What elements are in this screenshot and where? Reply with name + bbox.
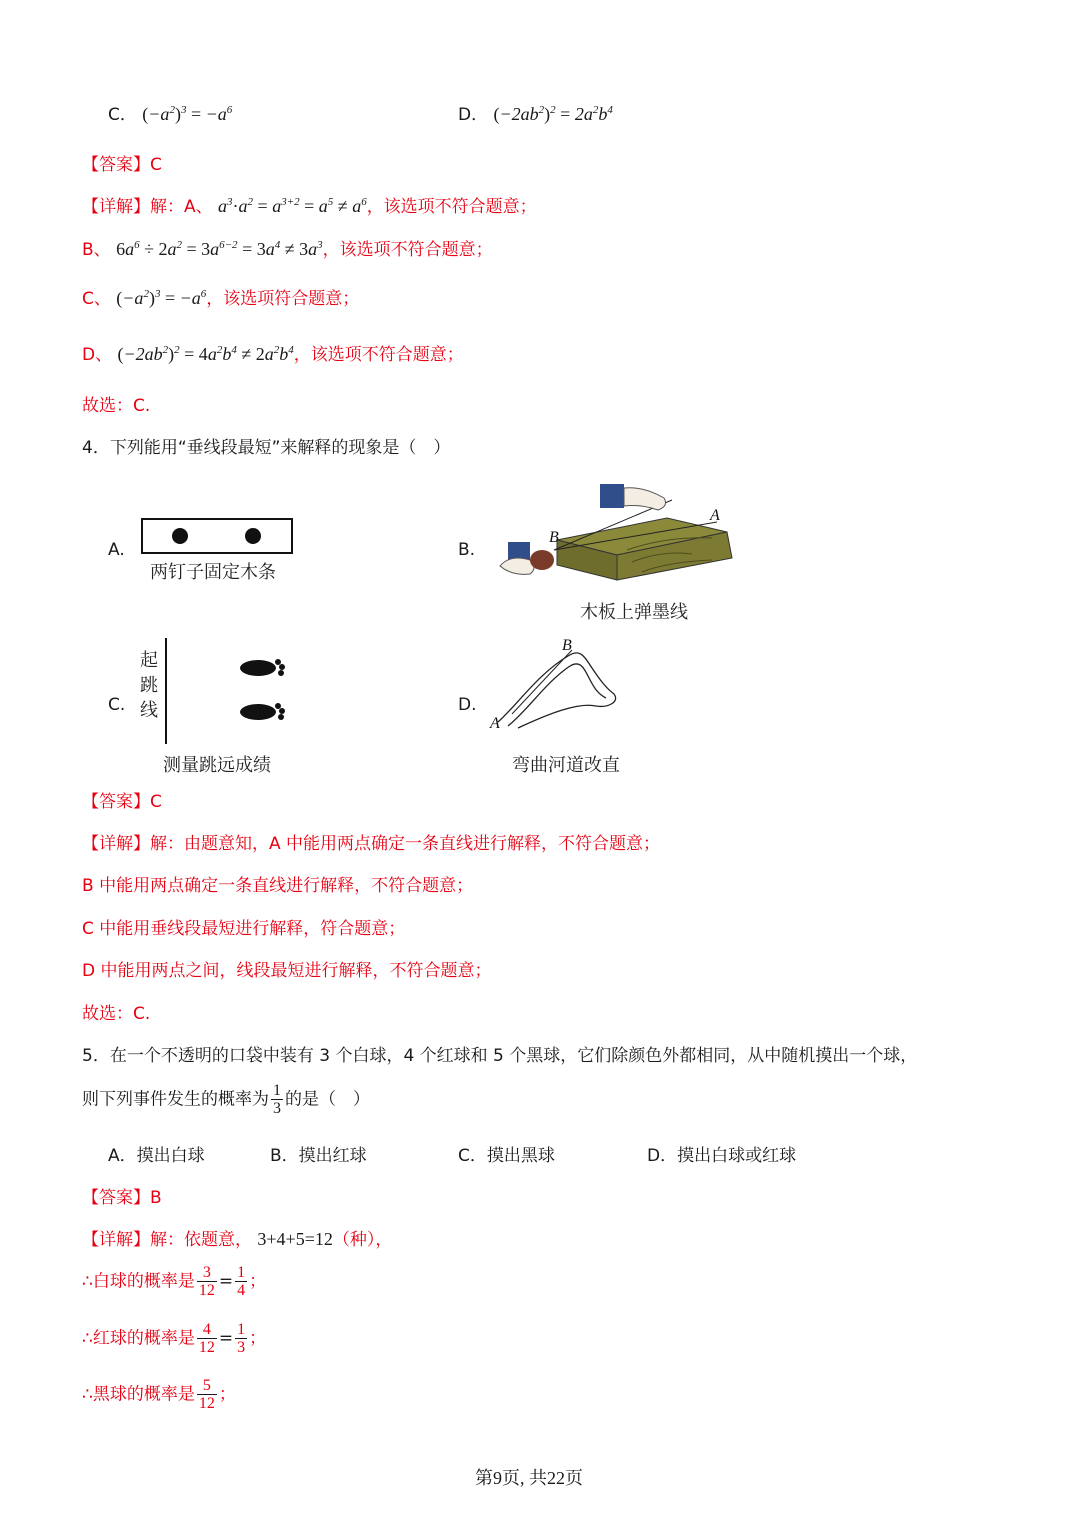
fraction-one-third: $\frac{1}{3}$ (273, 1082, 281, 1117)
river-straightening-figure (488, 634, 628, 734)
label-b-point: B (562, 637, 572, 654)
label-b-point: B (549, 529, 559, 546)
long-jump-figure (160, 636, 300, 746)
q3-formula-d: $(-2ab^2)^2 = 4a^2b^4 \ne 2a^2b^4$ (117, 344, 294, 364)
q3-detail-line-a: 【详解】解：A、 $a^3\cdot a^2 = a^{3+2} = a^5 \ne a^6$，该选项不符合题意； (82, 196, 537, 217)
q3-conclusion: 故选：C. (82, 396, 151, 416)
label-a-point: A (490, 715, 500, 732)
q5-stem-line-2: 则下列事件发生的概率为 $\frac{1}{3}$ 的是（ ） (82, 1082, 370, 1117)
q5-option-c: C．摸出黑球 (458, 1146, 555, 1166)
q3-formula-a: $a^3\cdot a^2 = a^{3+2} = a^5 \ne a^6$ (218, 196, 367, 216)
q3-answer: 【答案】C (82, 155, 162, 175)
two-nails-board-figure (140, 516, 294, 556)
q4-option-c-caption: 测量跳远成绩 (163, 755, 271, 776)
q4-detail-4: D 中能用两点之间，线段最短进行解释，不符合题意； (82, 961, 492, 981)
q5-stem-line-1: 5．在一个不透明的口袋中装有 3 个白球，4 个红球和 5 个黑球，它们除颜色外都相同，从中随机摸出一个球， (82, 1046, 918, 1066)
label-a-point: A (710, 507, 720, 524)
q4-option-b-caption: 木板上弹墨线 (580, 602, 688, 623)
q5-answer: 【答案】B (82, 1188, 162, 1208)
q4-option-a-caption: 两钉子固定木条 (150, 562, 276, 583)
q5-black-probability: ∴黑球的概率是 $\frac{5}{12}$ ； (82, 1377, 236, 1412)
q4-option-b-label: B. (458, 540, 476, 560)
q5-red-probability: ∴红球的概率是 $\frac{4}{12}$ = $\frac{1}{3}$ ； (82, 1321, 267, 1356)
q4-conclusion: 故选：C. (82, 1004, 151, 1024)
footprint-icon (240, 703, 285, 720)
q3-detail-line-b: B、 $6a^6 \div 2a^2 = 3a^{6-2} = 3a^4 \ne 3a^3$，该选项不符合题意； (82, 239, 493, 260)
q4-detail-2: B 中能用两点确定一条直线进行解释，不符合题意； (82, 876, 474, 896)
q5-detail-intro: 【详解】解：依题意， 3+4+5=12（种）， (82, 1229, 393, 1250)
q5-option-d: D．摸出白球或红球 (647, 1146, 797, 1166)
takeoff-line-label: 起跳线 (140, 650, 158, 721)
q5-option-b: B．摸出红球 (270, 1146, 367, 1166)
q3-detail-line-d: D、 $(-2ab^2)^2 = 4a^2b^4 \ne 2a^2b^4$，该选项不符合题意； (82, 344, 464, 365)
q4-option-d-caption: 弯曲河道改直 (512, 755, 620, 776)
q5-white-probability: ∴白球的概率是 $\frac{3}{12}$ = $\frac{1}{4}$ ； (82, 1264, 267, 1299)
q5-option-a: A．摸出白球 (108, 1146, 205, 1166)
q3-detail-line-c: C、 $(-a^2)^3 = -a^6$，该选项符合题意； (82, 288, 360, 309)
q4-detail-3: C 中能用垂线段最短进行解释，符合题意； (82, 919, 406, 939)
footprint-icon (240, 659, 285, 676)
q4-option-c-label: C. (108, 695, 126, 715)
q4-answer: 【答案】C (82, 792, 162, 812)
q4-option-a-label: A. (108, 540, 125, 560)
q3-formula-b: $6a^6 \div 2a^2 = 3a^{6-2} = 3a^4 \ne 3a^3$ (116, 239, 323, 259)
q4-detail-1: 【详解】解：由题意知，A 中能用两点确定一条直线进行解释，不符合题意； (82, 834, 661, 854)
q3-option-d-formula: $(-2ab^2)^2 = 2a^2b^4$ (493, 104, 613, 124)
q3-option-c: C． $(-a^2)^3 = -a^6$ (108, 104, 233, 125)
page-footer: 第9页, 共22页 (475, 1468, 583, 1488)
q3-formula-c: $(-a^2)^3 = -a^6$ (116, 288, 207, 308)
q4-option-d-label: D. (458, 695, 477, 715)
wood-board-ink-line-figure (492, 480, 742, 585)
q5-sum-formula: 3+4+5=12 (257, 1229, 333, 1249)
q4-stem: 4．下列能用“垂线段最短”来解释的现象是（ ） (82, 438, 451, 458)
q3-option-c-formula: $(-a^2)^3 = -a^6$ (142, 104, 233, 124)
q3-option-d: D． $(-2ab^2)^2 = 2a^2b^4$ (458, 104, 613, 125)
